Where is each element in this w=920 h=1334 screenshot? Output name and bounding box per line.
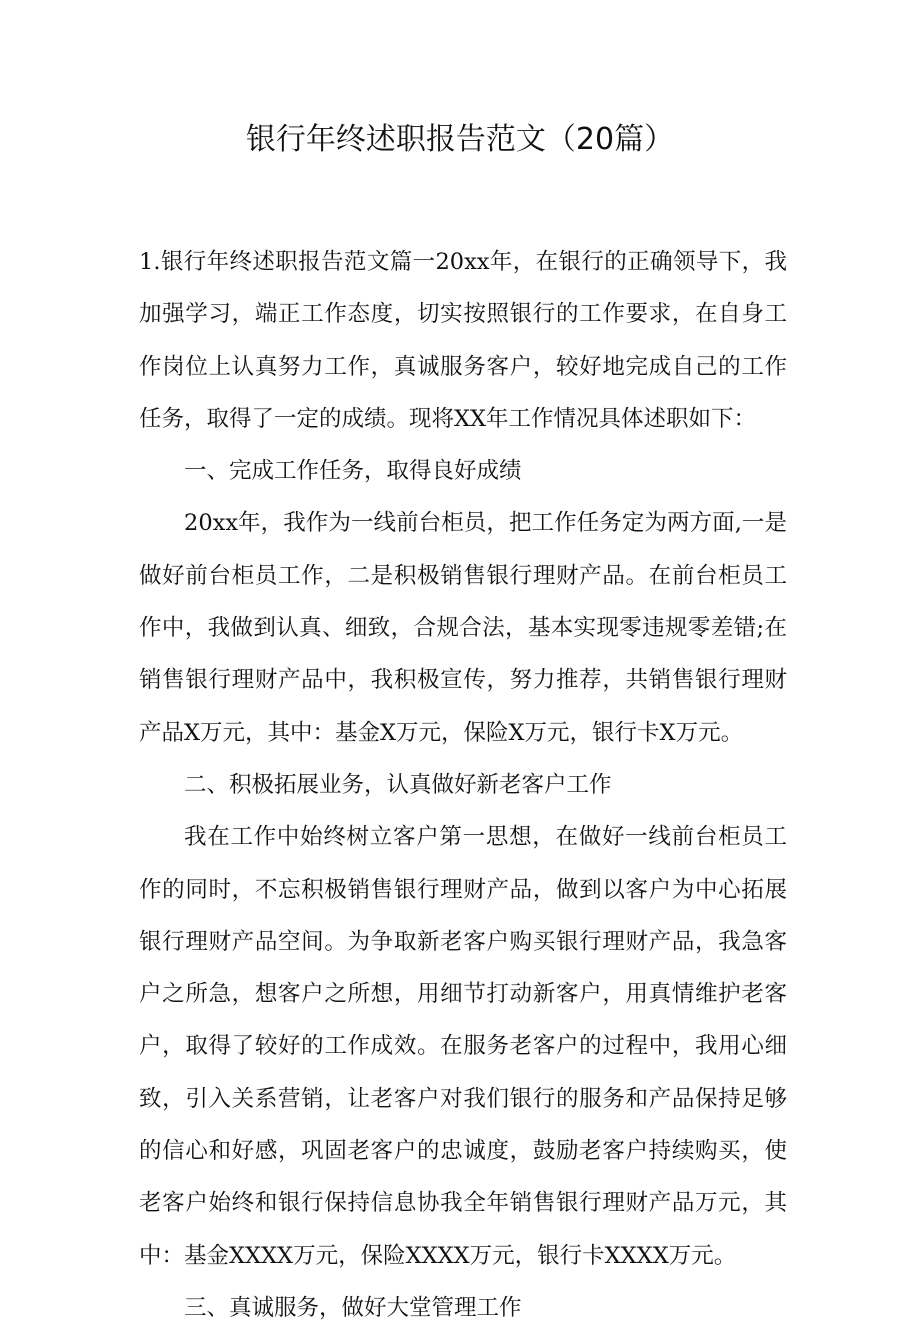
section-heading-3: 三、真诚服务，做好大堂管理工作: [184, 1294, 522, 1321]
section-heading-1: 一、完成工作任务，取得良好成绩: [184, 458, 522, 485]
document-title: 银行年终述职报告范文（20篇）: [245, 122, 675, 157]
paragraph-section-1: 20xx年，我作为一线前台柜员，把工作任务定为两方面,一是做好前台柜员工作，二是积极销售银行理财产品。在前台柜员工作中，我做到认真、细致，合规合法，基本实现零违规零差错;在销售银行理财产品中，我积极宣传，努力推荐，共销售银行理财产品X万元，其中：基金X万元，保险X万元，银行卡X万元。: [139, 510, 787, 746]
section-heading-2: 二、积极拓展业务，认真做好新老客户工作: [184, 771, 612, 798]
document-body: [139, 236, 787, 1334]
paragraph-section-2: 我在工作中始终树立客户第一思想，在做好一线前台柜员工作的同时，不忘积极销售银行理财产品，做到以客户为中心拓展银行理财产品空间。为争取新老客户购买银行理财产品，我急客户之所急，想客户之所想，用细节打动新客户，用真情维护老客户，取得了较好的工作成效。在服务老客户的过程中，我用心细致，引入关系营销，让老客户对我们银行的服务和产品保持足够的信心和好感，巩固老客户的忠诚度，鼓励老客户持续购买，使老客户始终和银行保持信息协我全年销售银行理财产品万元，其中：基金XXXX万元，保险XXXX万元，银行卡XXXX万元。: [139, 824, 787, 1269]
paragraph-intro: 1.银行年终述职报告范文篇一20xx年，在银行的正确领导下，我加强学习，端正工作态度，切实按照银行的工作要求，在自身工作岗位上认真努力工作，真诚服务客户，较好地完成自己的工作任务，取得了一定的成绩。现将XX年工作情况具体述职如下：: [139, 249, 787, 432]
